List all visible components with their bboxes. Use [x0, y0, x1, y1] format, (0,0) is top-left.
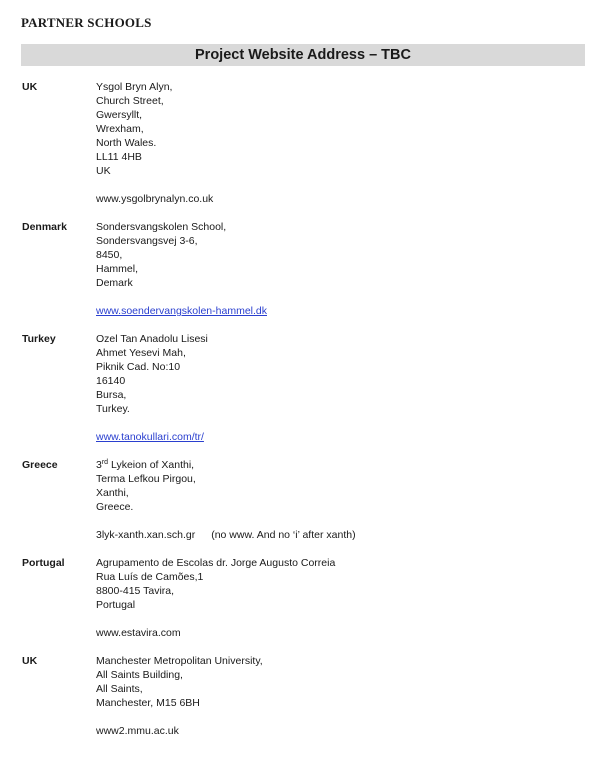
address-line: North Wales.	[96, 137, 157, 149]
country-label: Turkey	[22, 333, 56, 345]
address-line: Ysgol Bryn Alyn,	[96, 81, 173, 93]
address-line: LL11 4HB	[96, 151, 142, 163]
address-line: Greece.	[96, 501, 134, 513]
address-line: Wrexham,	[96, 123, 144, 135]
address-line: Manchester, M15 6BH	[96, 697, 200, 709]
country-label: Greece	[22, 459, 58, 471]
address-line: 3rd Lykeion of Xanthi,	[96, 459, 195, 471]
address-line: Sondersvangskolen School,	[96, 221, 227, 233]
document-title: PARTNER SCHOOLS	[21, 15, 152, 30]
address-line: All Saints Building,	[96, 669, 183, 681]
address-line: Demark	[96, 277, 133, 289]
address-line: 8450,	[96, 249, 123, 261]
address-line: 8800-415 Tavira,	[96, 585, 175, 597]
address-line: Sondersvangsvej 3-6,	[96, 235, 198, 247]
website-text: www.ysgolbrynalyn.co.uk	[96, 193, 214, 205]
website-text: www2.mmu.ac.uk	[96, 725, 179, 737]
address-block	[96, 654, 263, 738]
address-line: Agrupamento de Escolas dr. Jorge Augusto Correia	[96, 557, 336, 569]
website-note: (no www. And no ‘i’ after xanth)	[211, 529, 356, 541]
address-line: Gwersyllt,	[96, 109, 143, 121]
country-label: UK	[22, 655, 38, 667]
address-line: Bursa,	[96, 389, 127, 401]
country-label: Denmark	[22, 221, 67, 233]
website-link[interactable]: www.tanokullari.com/tr/	[96, 431, 204, 443]
website-text: 3lyk-xanth.xan.sch.gr (no www. And no ‘i’ after xanth)	[96, 529, 356, 541]
website-text: www.estavira.com	[96, 627, 181, 639]
address-line: Portugal	[96, 599, 136, 611]
address-line: Ahmet Yesevi Mah,	[96, 347, 186, 359]
address-block	[96, 332, 208, 444]
country-label: Portugal	[22, 557, 65, 569]
address-line: All Saints,	[96, 683, 143, 695]
banner-heading: Project Website Address – TBC	[21, 44, 585, 66]
address-line: UK	[96, 165, 111, 177]
website-link[interactable]: www.soendervangskolen-hammel.dk	[96, 305, 267, 317]
address-line: 16140	[96, 375, 126, 387]
address-line: Piknik Cad. No:10	[96, 361, 181, 373]
address-block	[96, 80, 213, 206]
address-line: Xanthi,	[96, 487, 129, 499]
address-block	[96, 458, 356, 542]
address-line: Rua Luís de Camões,1	[96, 571, 204, 583]
address-block	[96, 220, 267, 318]
address-line: Terma Lefkou Pirgou,	[96, 473, 196, 485]
address-line: Ozel Tan Anadolu Lisesi	[96, 333, 208, 345]
country-label: UK	[22, 81, 38, 93]
address-line: Turkey.	[96, 403, 130, 415]
address-line: Hammel,	[96, 263, 139, 275]
address-line: Church Street,	[96, 95, 164, 107]
address-block	[96, 556, 335, 640]
address-line: Manchester Metropolitan University,	[96, 655, 263, 667]
